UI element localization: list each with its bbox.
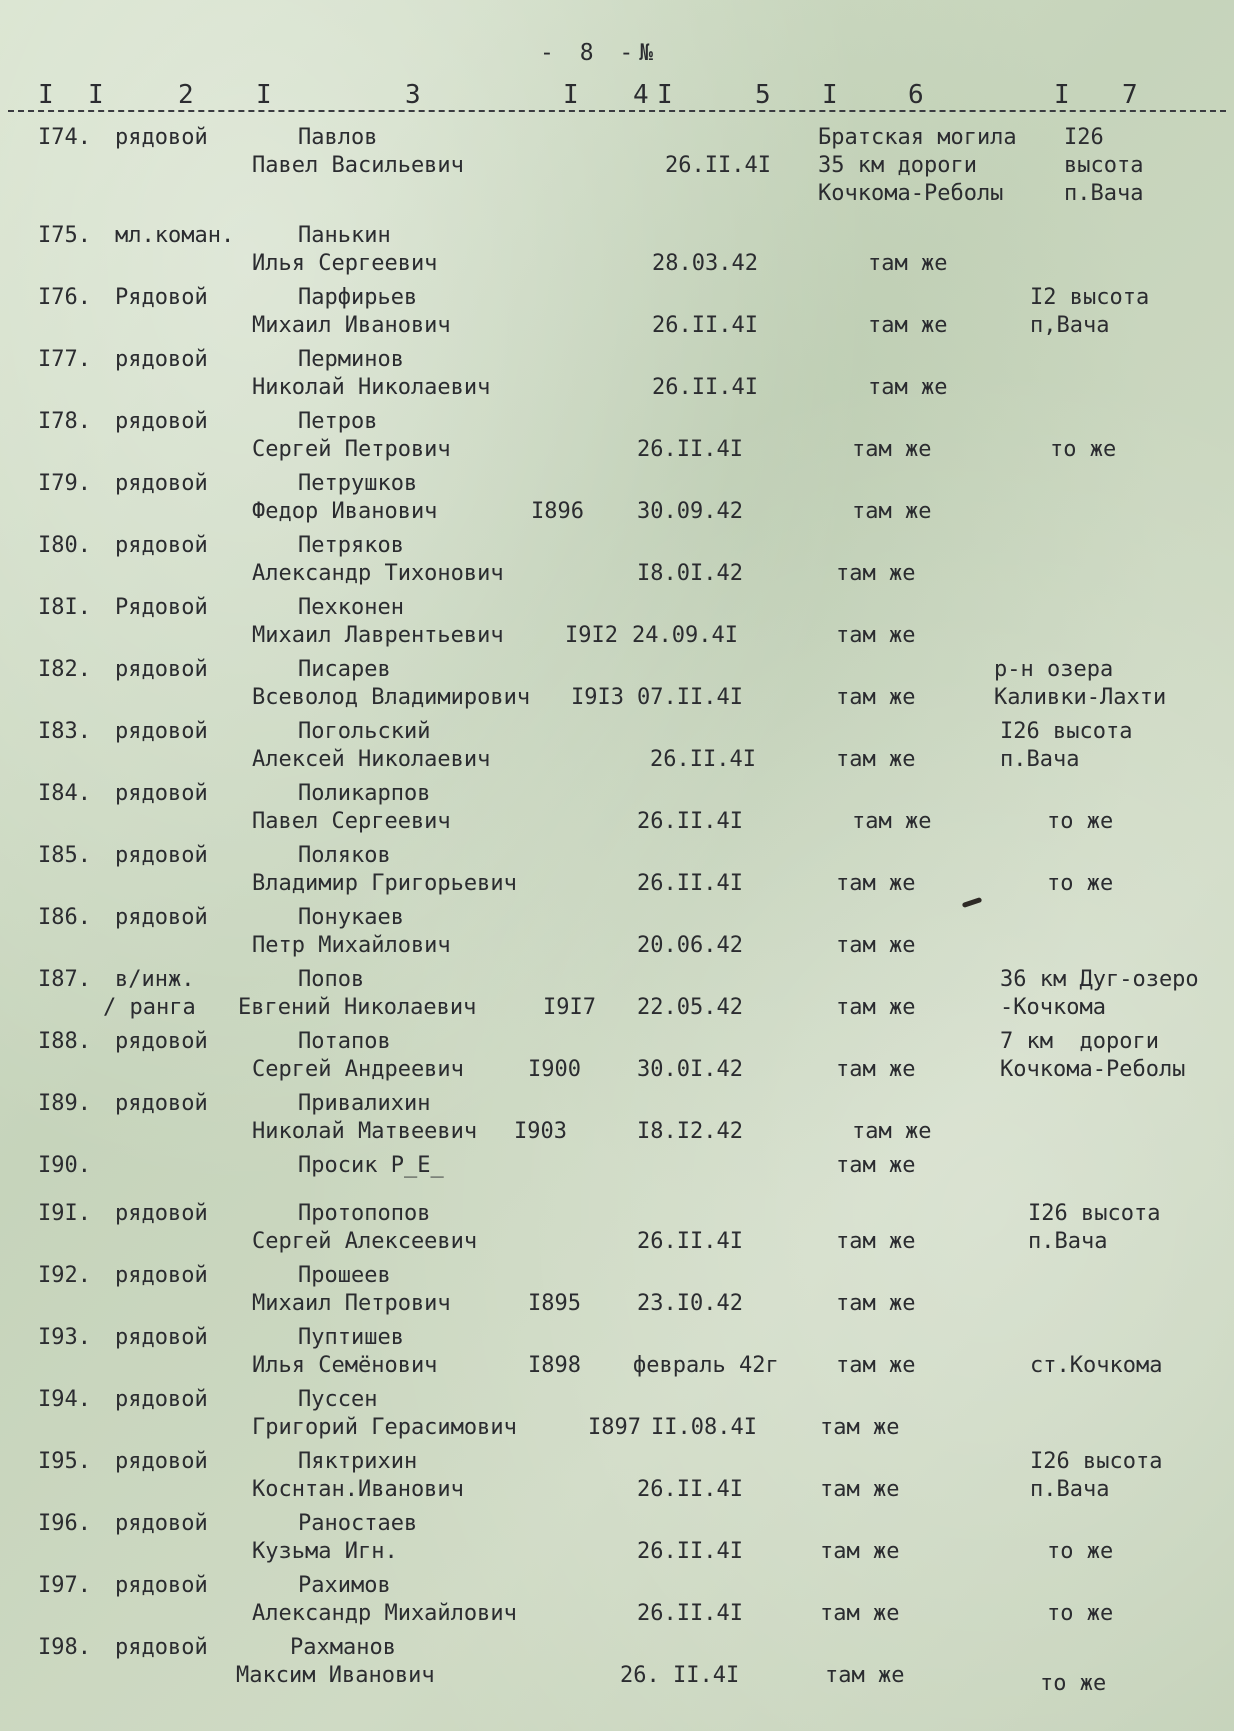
list-item: [0, 780, 1234, 842]
list-item: [0, 1028, 1234, 1090]
entry-burial-place: там же: [825, 1663, 905, 1688]
column-header: I: [256, 80, 272, 110]
list-item: [0, 470, 1234, 532]
entry-date: 20.06.42: [637, 933, 743, 958]
entry-rank: Рядовой: [115, 595, 208, 620]
list-item: [0, 532, 1234, 594]
list-item: [0, 346, 1234, 408]
entry-date: 26.II.4I: [637, 1601, 743, 1626]
column-header: 5: [755, 80, 771, 110]
entry-date: 30.0I.42: [637, 1057, 743, 1082]
entry-date: 26.II.4I: [637, 809, 743, 834]
entry-rank: рядовой: [115, 533, 208, 558]
entry-rank: рядовой: [115, 1091, 208, 1116]
entry-date: 24.09.4I: [632, 623, 738, 648]
entry-number: I83.: [38, 719, 91, 744]
list-item: [0, 284, 1234, 346]
entry-number: I89.: [38, 1091, 91, 1116]
entry-date: февраль 42г: [633, 1353, 779, 1378]
entry-note: р-н озера Каливки-Лахти: [994, 657, 1167, 710]
entry-number: I75.: [38, 223, 91, 248]
entry-date: I8.0I.42: [637, 561, 743, 586]
entry-birth-year: I903: [514, 1119, 567, 1144]
entry-burial-place: там же: [852, 437, 932, 462]
entry-burial-place: там же: [868, 313, 948, 338]
entry-date: 07.II.4I: [637, 685, 743, 710]
entry-number: I78.: [38, 409, 91, 434]
entry-rank: рядовой: [115, 1325, 208, 1350]
entry-burial-place: там же: [820, 1601, 900, 1626]
entry-date: 26.II.4I: [650, 747, 756, 772]
entry-given-names: Александр Тихонович: [252, 561, 504, 586]
column-header: I: [822, 80, 838, 110]
entry-given-names: Максим Иванович: [236, 1663, 435, 1688]
entry-given-names: Николай Николаевич: [252, 375, 491, 400]
entry-rank: рядовой: [115, 657, 208, 682]
entry-date: 26.II.4I: [637, 1229, 743, 1254]
entry-surname: Перминов: [298, 347, 404, 372]
entry-given-names: Илья Семёнович: [252, 1353, 438, 1378]
entry-number: I92.: [38, 1263, 91, 1288]
entry-rank: рядовой: [115, 1511, 208, 1536]
entry-rank: рядовой: [115, 1201, 208, 1226]
entry-surname: Прошеев: [298, 1263, 391, 1288]
entry-given-names: Михаил Петрович: [252, 1291, 451, 1316]
entry-given-names: Сергей Петрович: [252, 437, 451, 462]
entry-number: I80.: [38, 533, 91, 558]
entry-rank: рядовой: [115, 409, 208, 434]
entry-birth-year: I898: [528, 1353, 581, 1378]
column-header: 4: [633, 80, 649, 110]
entry-surname: Поликарпов: [298, 781, 431, 806]
entry-burial-place: там же: [836, 933, 916, 958]
list-item: [0, 842, 1234, 904]
column-header: 7: [1122, 80, 1138, 110]
entry-given-names: Евгений Николаевич: [238, 995, 477, 1020]
entry-given-names: Михаил Лаврентьевич: [252, 623, 504, 648]
entry-burial-place: там же: [836, 1353, 916, 1378]
entry-date: 26.II.4I: [652, 375, 758, 400]
entry-birth-year: I9I7: [543, 995, 596, 1020]
entry-surname: Понукаев: [298, 905, 404, 930]
entry-number: I74.: [38, 125, 91, 150]
column-header: I: [38, 80, 54, 110]
entry-note: I26 высота п.Вача: [1000, 719, 1133, 772]
entry-number: I87.: [38, 967, 91, 992]
entry-number: I77.: [38, 347, 91, 372]
entry-surname: Петряков: [298, 533, 404, 558]
entry-given-names: Сергей Андреевич: [252, 1057, 464, 1082]
entry-number: I84.: [38, 781, 91, 806]
entry-surname: Попов: [298, 967, 365, 992]
column-header: I: [88, 80, 104, 110]
entry-burial-place: там же: [820, 1539, 900, 1564]
entry-rank-continued: / ранга: [103, 995, 196, 1020]
entry-number: I85.: [38, 843, 91, 868]
entry-burial-place: там же: [836, 685, 916, 710]
entry-given-names: Илья Сергеевич: [252, 251, 438, 276]
list-item: [0, 1510, 1234, 1572]
entry-burial-place: там же: [820, 1415, 900, 1440]
entry-birth-year: I895: [528, 1291, 581, 1316]
entry-given-names: Николай Матвеевич: [252, 1119, 478, 1144]
list-item: [0, 1634, 1234, 1696]
entry-number: I88.: [38, 1029, 91, 1054]
entry-note: I2 высота п,Вача: [1030, 285, 1150, 338]
entry-number: I76.: [38, 285, 91, 310]
entry-number: I98.: [38, 1635, 91, 1660]
column-header: 2: [178, 80, 194, 110]
entry-number: I8I.: [38, 595, 91, 620]
list-item: [0, 1262, 1234, 1324]
list-item: [0, 1200, 1234, 1262]
entry-given-names: Алексей Николаевич: [252, 747, 491, 772]
column-header: I: [657, 80, 673, 110]
entry-burial-place: там же: [836, 747, 916, 772]
entry-given-names: Павел Васильевич: [252, 153, 464, 178]
entry-note: то же: [1050, 437, 1117, 462]
entry-rank: рядовой: [115, 347, 208, 372]
entry-burial-place: там же: [836, 623, 916, 648]
entry-rank: рядовой: [115, 1029, 208, 1054]
entry-surname: Пуптишев: [298, 1325, 404, 1350]
entry-date: 28.03.42: [652, 251, 758, 276]
entry-burial-place: там же: [820, 1477, 900, 1502]
page-number: - 8 -№: [540, 40, 660, 66]
list-item: [0, 1090, 1234, 1152]
list-item: [0, 904, 1234, 966]
entry-number: I90.: [38, 1153, 91, 1178]
entry-surname: Павлов: [298, 125, 378, 150]
entry-date: 26.II.4I: [665, 153, 771, 178]
entry-birth-year: I897: [588, 1415, 641, 1440]
column-header: 3: [405, 80, 421, 110]
entry-number: I93.: [38, 1325, 91, 1350]
entry-date: 26. II.4I: [620, 1663, 740, 1688]
column-header: 6: [908, 80, 924, 110]
entry-date: 30.09.42: [637, 499, 743, 524]
entry-date: 26.II.4I: [637, 1539, 743, 1564]
entry-rank: мл.коман.: [115, 223, 235, 248]
entry-date: 26.II.4I: [637, 871, 743, 896]
entry-note: то же: [1047, 1539, 1114, 1564]
entry-burial-place: там же: [868, 375, 948, 400]
entry-date: I8.I2.42: [637, 1119, 743, 1144]
list-item: [0, 222, 1234, 284]
entry-given-names: Кузьма Игн.: [252, 1539, 398, 1564]
entry-number: I97.: [38, 1573, 91, 1598]
list-item: [0, 1324, 1234, 1386]
entry-date: 26.II.4I: [637, 1477, 743, 1502]
entry-burial-place: там же: [836, 1229, 916, 1254]
entry-given-names: Александр Михайлович: [252, 1601, 517, 1626]
entry-rank: рядовой: [115, 1263, 208, 1288]
entry-date: 26.II.4I: [652, 313, 758, 338]
list-item: [0, 408, 1234, 470]
entry-surname: Раностаев: [298, 1511, 418, 1536]
entry-rank: рядовой: [115, 1573, 208, 1598]
entry-burial-place: Братская могила 35 км дороги Кочкома-Реболы: [818, 125, 1017, 206]
entry-burial-place: там же: [836, 561, 916, 586]
column-header-row: [0, 78, 1234, 118]
list-item: [0, 656, 1234, 718]
entry-surname: Пяктрихин: [298, 1449, 418, 1474]
entry-given-names: Михаил Иванович: [252, 313, 451, 338]
entry-note: то же: [1047, 809, 1114, 834]
list-item: [0, 718, 1234, 780]
entry-rank: рядовой: [115, 905, 208, 930]
entry-birth-year: I9I3: [571, 685, 624, 710]
entry-note: ст.Кочкома: [1030, 1353, 1163, 1378]
entry-birth-year: I900: [528, 1057, 581, 1082]
entry-rank: рядовой: [115, 843, 208, 868]
entry-rank: в/инж.: [115, 967, 195, 992]
entry-surname: Писарев: [298, 657, 391, 682]
entry-note: I26 высота п.Вача: [1028, 1201, 1161, 1254]
list-item: [0, 594, 1234, 656]
list-item: [0, 124, 1234, 206]
entry-note: то же: [1040, 1671, 1107, 1696]
entry-rank: рядовой: [115, 1449, 208, 1474]
entry-burial-place: там же: [836, 1153, 916, 1178]
entry-note: 36 км Дуг-озеро -Кочкома: [1000, 967, 1199, 1020]
entry-number: I94.: [38, 1387, 91, 1412]
column-header: I: [563, 80, 579, 110]
entry-burial-place: там же: [836, 1291, 916, 1316]
entry-surname: Просик Р_Е_: [298, 1153, 444, 1178]
entry-surname: Петрушков: [298, 471, 418, 496]
entry-burial-place: там же: [852, 499, 932, 524]
entry-given-names: Федор Иванович: [252, 499, 438, 524]
entry-given-names: Коснтан.Иванович: [252, 1477, 464, 1502]
entry-surname: Петров: [298, 409, 378, 434]
entry-rank: Рядовой: [115, 285, 208, 310]
entry-rank: рядовой: [115, 471, 208, 496]
entry-burial-place: там же: [836, 871, 916, 896]
entry-given-names: Григорий Герасимович: [252, 1415, 517, 1440]
entry-note: то же: [1047, 1601, 1114, 1626]
list-item: [0, 1572, 1234, 1634]
entry-date: 23.I0.42: [637, 1291, 743, 1316]
entry-surname: Рахманов: [290, 1635, 396, 1660]
entry-date: 22.05.42: [637, 995, 743, 1020]
list-item: [0, 1448, 1234, 1510]
entry-surname: Потапов: [298, 1029, 391, 1054]
entry-note: I26 высота п.Вача: [1064, 125, 1144, 206]
entry-birth-year: I9I2: [565, 623, 618, 648]
entry-given-names: Сергей Алексеевич: [252, 1229, 478, 1254]
entry-rank: рядовой: [115, 781, 208, 806]
entry-given-names: Владимир Григорьевич: [252, 871, 517, 896]
entry-date: II.08.4I: [651, 1415, 757, 1440]
entry-surname: Пехконен: [298, 595, 404, 620]
entry-surname: Погольский: [298, 719, 431, 744]
entry-birth-year: I896: [531, 499, 584, 524]
entry-surname: Привалихин: [298, 1091, 431, 1116]
entry-rank: рядовой: [115, 1387, 208, 1412]
entry-surname: Пуссен: [298, 1387, 378, 1412]
list-item: [0, 966, 1234, 1028]
entry-note: 7 км дороги Кочкома-Реболы: [1000, 1029, 1186, 1082]
entry-note: I26 высота п.Вача: [1030, 1449, 1163, 1502]
header-rule: [8, 110, 1226, 112]
entry-given-names: Павел Сергеевич: [252, 809, 451, 834]
entry-number: I9I.: [38, 1201, 91, 1226]
column-header: I: [1054, 80, 1070, 110]
entry-given-names: Петр Михайлович: [252, 933, 451, 958]
entry-number: I96.: [38, 1511, 91, 1536]
entry-surname: Протопопов: [298, 1201, 431, 1226]
entry-number: I95.: [38, 1449, 91, 1474]
entry-note: то же: [1047, 871, 1114, 896]
entry-number: I79.: [38, 471, 91, 496]
entry-number: I86.: [38, 905, 91, 930]
entry-number: I82.: [38, 657, 91, 682]
entry-surname: Парфирьев: [298, 285, 418, 310]
list-item: [0, 1386, 1234, 1448]
entry-surname: Рахимов: [298, 1573, 391, 1598]
entry-burial-place: там же: [868, 251, 948, 276]
entry-date: 26.II.4I: [637, 437, 743, 462]
entry-given-names: Всеволод Владимирович: [252, 685, 531, 710]
entry-burial-place: там же: [836, 1057, 916, 1082]
entry-rank: рядовой: [115, 719, 208, 744]
entry-rank: рядовой: [115, 125, 208, 150]
entry-burial-place: там же: [836, 995, 916, 1020]
entry-burial-place: там же: [852, 1119, 932, 1144]
entry-surname: Панькин: [298, 223, 391, 248]
entry-rank: рядовой: [115, 1635, 208, 1660]
entry-surname: Поляков: [298, 843, 391, 868]
entry-burial-place: там же: [852, 809, 932, 834]
